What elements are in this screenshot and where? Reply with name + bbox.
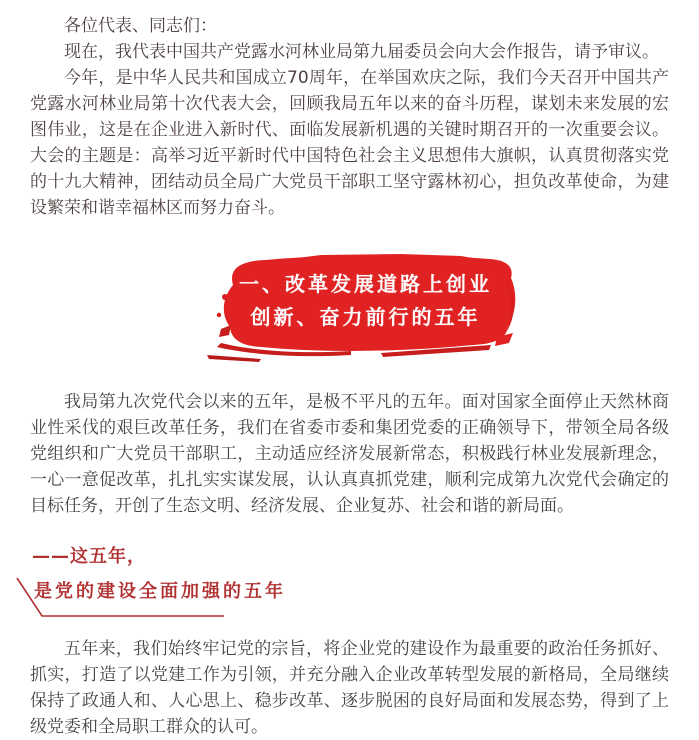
party-building-paragraph: 五年来，我们始终牢记党的宗旨，将企业党的建设作为最重要的政治任务抓好、抓实，打造了以党建工作为引领，并充分融入企业改革转型发展的新格局，全局继续保持了政通人和、人心思上、稳步改革、逐步脱困的良好局面和发展态势，得到了上级党委和全局职工群众的认可。 (30, 639, 669, 737)
banner-title-line2: 创新、奋力前行的五年 (250, 305, 481, 329)
report-paragraph: 现在，我代表中国共产党露水河林业局第九届委员会向大会作报告，请予审议。 (64, 42, 659, 62)
subsection-lead: ——这五年， (32, 546, 146, 567)
opening-paragraph: 今年，是中华人民共和国成立70周年，在举国欢庆之际，我们今天召开中国共产党露水河林业局第十次代表大会，回顾我局五年以来的奋斗历程，谋划未来发展的宏图伟业，这是在企业进入新时代、面临发展新机遇的关键时期召开的一次重要会议。大会的主题是：高举习近平新时代中国特色社会主义思想伟大旗帜，认真贯彻落实党的十九大精神，团结动员全局广大党员干部职工坚守露林初心，担负改革使命，为建设繁荣和谐幸福林区而努力奋斗。 (30, 68, 669, 218)
opening-section (30, 13, 669, 221)
party-building-section (30, 636, 669, 740)
subsection-title: 是党的建设全面加强的五年 (34, 581, 286, 602)
section-banner-title (201, 263, 531, 339)
brush-underline-icon (14, 574, 244, 620)
review-paragraph: 我局第九次党代会以来的五年，是极不平凡的五年。面对国家全面停止天然林商业性采伐的艰巨改革任务，我们在省委市委和集团党委的正确领导下，带领全局各级党组织和广大党员干部职工，主动适应经济发展新常态，积极践行林业发展新理念，一心一意促改革，扎扎实实谋发展，认认真真抓党建，顺利完成第九次党代会确定的目标任务，开创了生态文明、经济发展、企业复苏、社会和谐的新局面。 (30, 392, 669, 516)
greeting-paragraph: 各位代表、同志们： (64, 16, 217, 36)
section-banner (201, 251, 531, 363)
subsection-title-block (30, 580, 669, 628)
banner-title-line1: 一、改革发展道路上创业 (239, 272, 492, 296)
